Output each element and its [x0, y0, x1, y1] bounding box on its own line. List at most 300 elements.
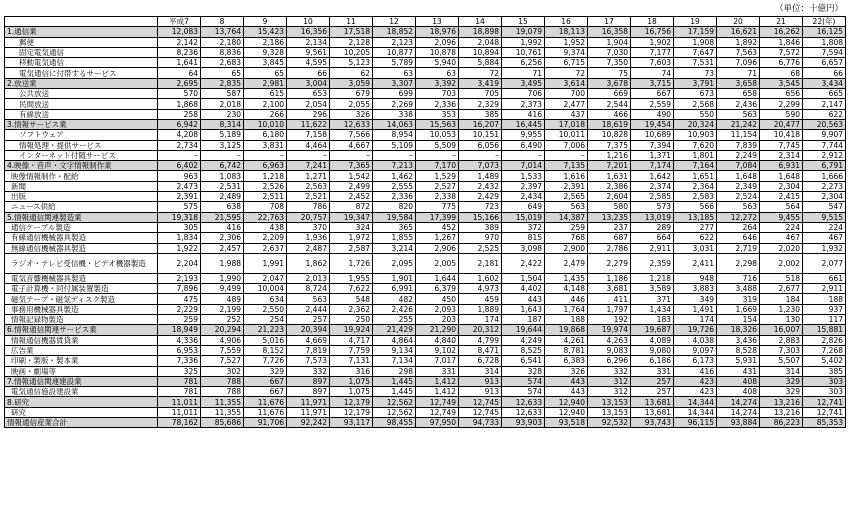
value-cell: 117	[803, 315, 846, 325]
value-cell: 3,678	[588, 78, 631, 88]
table-row	[5, 284, 846, 294]
category-row	[5, 376, 846, 386]
value-cell: 2,511	[244, 192, 287, 202]
value-cell: 19,924	[330, 325, 373, 335]
value-cell: 2,568	[674, 99, 717, 109]
value-cell: –	[373, 150, 416, 160]
value-cell: 9,083	[588, 345, 631, 355]
value-cell: 667	[244, 387, 287, 397]
value-cell: 2,180	[201, 37, 244, 47]
value-cell: 8,236	[158, 47, 201, 57]
value-cell: 3,614	[545, 78, 588, 88]
value-cell: 2,391	[158, 192, 201, 202]
value-cell: 2,432	[459, 181, 502, 191]
value-cell: 563	[545, 202, 588, 212]
value-cell: 10,878	[416, 47, 459, 57]
value-cell: 423	[674, 376, 717, 386]
value-cell: 7,134	[373, 356, 416, 366]
value-cell: 2,093	[416, 304, 459, 314]
value-cell: 353	[416, 109, 459, 119]
value-cell: 4,667	[330, 140, 373, 150]
value-cell: 188	[545, 315, 588, 325]
value-cell: 1,972	[330, 233, 373, 243]
value-cell: 2,436	[717, 99, 760, 109]
value-cell: 7,201	[588, 161, 631, 171]
header-year-cell: 13	[416, 17, 459, 27]
header-corner	[5, 17, 158, 27]
value-cell: 2,374	[631, 181, 674, 191]
value-cell: 6,776	[760, 58, 803, 68]
value-cell: 658	[717, 89, 760, 99]
value-cell: 20,294	[201, 325, 244, 335]
value-cell: 13,681	[631, 407, 674, 417]
value-cell: 10,418	[760, 130, 803, 140]
value-cell: 1,801	[674, 150, 717, 160]
value-cell: 615	[244, 89, 287, 99]
value-cell: 14,387	[545, 212, 588, 222]
value-cell: 94,733	[459, 417, 502, 427]
value-cell: 2,123	[373, 37, 416, 47]
value-cell: 10,053	[416, 130, 459, 140]
value-cell: 19,687	[631, 325, 674, 335]
value-cell: 2,134	[287, 37, 330, 47]
value-cell: 897	[287, 376, 330, 386]
value-cell: 328	[502, 366, 545, 376]
value-cell: 257	[631, 376, 674, 386]
value-cell: 4,249	[502, 335, 545, 345]
value-cell: 2,559	[631, 99, 674, 109]
value-cell: 259	[158, 315, 201, 325]
value-cell: 2,900	[545, 243, 588, 253]
value-cell: 331	[416, 366, 459, 376]
value-cell: 467	[760, 233, 803, 243]
value-cell: 12,272	[717, 212, 760, 222]
value-cell: 2,683	[201, 58, 244, 68]
value-cell: 563	[717, 109, 760, 119]
value-cell: 252	[201, 315, 244, 325]
value-cell: 11,622	[287, 119, 330, 129]
value-cell: 12,633	[330, 119, 373, 129]
value-cell: 872	[330, 202, 373, 212]
value-cell: 365	[373, 222, 416, 232]
value-cell: 2,279	[588, 253, 631, 273]
value-cell: 7,096	[717, 58, 760, 68]
value-cell: 622	[674, 233, 717, 243]
row-label: 広告業	[5, 345, 158, 355]
value-cell: 1,602	[459, 273, 502, 283]
value-cell: 325	[158, 366, 201, 376]
value-cell: 446	[545, 294, 588, 304]
value-cell: 7,745	[760, 140, 803, 150]
value-cell: 4,840	[416, 335, 459, 345]
value-cell: 7,073	[459, 161, 502, 171]
value-cell: 7,174	[631, 161, 674, 171]
row-label: 映画・劇場等	[5, 366, 158, 376]
value-cell: 2,204	[158, 253, 201, 273]
value-cell: 1,435	[545, 273, 588, 283]
value-cell: 2,911	[631, 243, 674, 253]
value-cell: 3,436	[717, 335, 760, 345]
row-label: インターネット付随サービス	[5, 150, 158, 160]
value-cell: 937	[803, 304, 846, 314]
value-cell: 14,344	[674, 397, 717, 407]
value-cell: 8,525	[502, 345, 545, 355]
value-cell: 590	[760, 109, 803, 119]
value-cell: 64	[158, 68, 201, 78]
value-cell: 7,014	[502, 161, 545, 171]
value-cell: –	[287, 150, 330, 160]
value-cell: 66	[287, 68, 330, 78]
table-row	[5, 407, 846, 417]
value-cell: 4,595	[287, 58, 330, 68]
value-cell: 19,726	[674, 325, 717, 335]
value-cell: 187	[502, 315, 545, 325]
value-cell: 4,906	[201, 335, 244, 345]
value-cell: 708	[244, 202, 287, 212]
value-cell: 475	[158, 294, 201, 304]
value-cell: 2,249	[717, 150, 760, 160]
value-cell: 93,743	[631, 417, 674, 427]
value-cell: 7,622	[330, 284, 373, 294]
value-cell: 2,077	[803, 253, 846, 273]
value-cell: 91,706	[244, 417, 287, 427]
value-cell: 1,902	[631, 37, 674, 47]
value-cell: 2,473	[158, 181, 201, 191]
header-year-cell: 22(年)	[803, 17, 846, 27]
value-cell: 699	[373, 89, 416, 99]
value-cell: 2,013	[287, 273, 330, 283]
value-cell: 563	[287, 294, 330, 304]
value-cell: 2,359	[631, 253, 674, 273]
value-cell: 2,128	[330, 37, 373, 47]
value-cell: 6,942	[158, 119, 201, 129]
value-cell: 7,135	[545, 161, 588, 171]
value-cell: 416	[201, 222, 244, 232]
value-cell: 6,180	[244, 130, 287, 140]
value-cell: 4,402	[502, 284, 545, 294]
value-cell: 2,411	[674, 253, 717, 273]
value-cell: 7,375	[588, 140, 631, 150]
value-cell: 653	[287, 89, 330, 99]
value-cell: 6,657	[803, 58, 846, 68]
value-cell: 6,186	[631, 356, 674, 366]
table-row	[5, 68, 846, 78]
category-row	[5, 325, 846, 335]
value-cell: 21,595	[201, 212, 244, 222]
value-cell: 6,173	[674, 356, 717, 366]
table-row	[5, 109, 846, 119]
value-cell: 7,394	[631, 140, 674, 150]
value-cell: 2,273	[803, 181, 846, 191]
value-cell: 7,030	[588, 47, 631, 57]
value-cell: 7,006	[545, 140, 588, 150]
row-label: 5.情報通信関連製造業	[5, 212, 158, 222]
header-year-cell: 16	[545, 17, 588, 27]
value-cell: 775	[416, 202, 459, 212]
value-cell: 2,637	[244, 243, 287, 253]
value-cell: 7,839	[717, 140, 760, 150]
value-cell: 326	[545, 366, 588, 376]
value-cell: 9,455	[760, 212, 803, 222]
value-cell: 2,550	[244, 304, 287, 314]
value-cell: 2,199	[201, 304, 244, 314]
value-cell: 6,791	[803, 161, 846, 171]
table-row	[5, 315, 846, 325]
value-cell: 7,759	[330, 345, 373, 355]
value-cell: 781	[158, 376, 201, 386]
value-cell: 1,641	[158, 58, 201, 68]
value-cell: 3,681	[588, 284, 631, 294]
value-cell: 10,689	[631, 130, 674, 140]
row-label: 電気音響機械器具製造	[5, 273, 158, 283]
value-cell: 15,563	[416, 119, 459, 129]
value-cell: 3,419	[459, 78, 502, 88]
value-cell: 9,374	[545, 47, 588, 57]
value-cell: 13,153	[588, 407, 631, 417]
value-cell: 5,789	[373, 58, 416, 68]
value-cell: 9,955	[502, 130, 545, 140]
value-cell: 13,019	[631, 212, 674, 222]
value-cell: 4,717	[330, 335, 373, 345]
value-cell: 437	[545, 109, 588, 119]
value-cell: 1,988	[201, 253, 244, 273]
value-cell: 6,383	[545, 356, 588, 366]
value-cell: 2,912	[803, 150, 846, 160]
table-row	[5, 89, 846, 99]
value-cell: 20,563	[803, 119, 846, 129]
value-cell: 11,676	[244, 407, 287, 417]
value-cell: 332	[588, 366, 631, 376]
value-cell: 2,452	[330, 192, 373, 202]
value-cell: 93,518	[545, 417, 588, 427]
value-cell: 16,358	[588, 27, 631, 37]
value-cell: 1,862	[287, 253, 330, 273]
value-cell: 3,845	[244, 58, 287, 68]
value-cell: 10,761	[502, 47, 545, 57]
value-cell: 71	[502, 68, 545, 78]
value-cell: 7,131	[330, 356, 373, 366]
value-cell: 12,083	[158, 27, 201, 37]
value-cell: 575	[158, 202, 201, 212]
row-label: 通信ケーブル製造	[5, 222, 158, 232]
value-cell: 2,477	[545, 99, 588, 109]
value-cell: 130	[760, 315, 803, 325]
value-cell: 6,056	[459, 140, 502, 150]
value-cell: 6,931	[760, 161, 803, 171]
value-cell: 15,019	[502, 212, 545, 222]
value-cell: 2,209	[244, 233, 287, 243]
row-label: 情報通信産業合計	[5, 417, 158, 427]
value-cell: 661	[803, 273, 846, 283]
value-cell: 10,828	[588, 130, 631, 140]
value-cell: 3,125	[201, 140, 244, 150]
value-cell: 1,643	[502, 304, 545, 314]
value-cell: 16,125	[803, 27, 846, 37]
value-cell: 700	[545, 89, 588, 99]
header-year-cell: 21	[760, 17, 803, 27]
value-cell: 563	[717, 202, 760, 212]
value-cell: 1,764	[545, 304, 588, 314]
value-cell: 2,018	[201, 99, 244, 109]
value-cell: 408	[717, 387, 760, 397]
value-cell: 338	[373, 109, 416, 119]
value-cell: 11,011	[158, 397, 201, 407]
value-cell: 2,329	[459, 99, 502, 109]
value-cell: 6,490	[502, 140, 545, 150]
value-cell: 7,365	[330, 161, 373, 171]
value-cell: 1,445	[373, 376, 416, 386]
value-cell: 65	[244, 68, 287, 78]
value-cell: 9,561	[287, 47, 330, 57]
value-cell: 2,434	[502, 192, 545, 202]
value-cell: 12,179	[330, 397, 373, 407]
value-cell: 389	[459, 222, 502, 232]
value-cell: 97,950	[416, 417, 459, 427]
value-cell: 2,526	[244, 181, 287, 191]
row-label: 4.映像・音声・文字情報制作業	[5, 161, 158, 171]
value-cell: 4,973	[459, 284, 502, 294]
value-cell: 3,589	[631, 284, 674, 294]
value-cell: 15,423	[244, 27, 287, 37]
value-cell: 303	[803, 387, 846, 397]
value-cell: 4,148	[545, 284, 588, 294]
value-cell: 254	[244, 315, 287, 325]
value-cell: 296	[287, 109, 330, 119]
value-cell: 12,749	[416, 407, 459, 417]
value-cell: 1,932	[803, 243, 846, 253]
value-cell: 1,834	[158, 233, 201, 243]
value-cell: 2,426	[373, 304, 416, 314]
value-cell: 1,901	[373, 273, 416, 283]
value-cell: 85,353	[803, 417, 846, 427]
value-cell: 574	[502, 387, 545, 397]
table-row	[5, 304, 846, 314]
value-cell: 93,903	[502, 417, 545, 427]
value-cell: 2,429	[459, 192, 502, 202]
value-cell: 2,306	[201, 233, 244, 243]
value-cell: 2,524	[717, 192, 760, 202]
value-cell: 3,004	[287, 78, 330, 88]
value-cell: 250	[330, 315, 373, 325]
value-cell: 7,164	[674, 161, 717, 171]
value-cell: 518	[760, 273, 803, 283]
value-cell: 14,063	[373, 119, 416, 129]
value-cell: 349	[674, 294, 717, 304]
value-cell: 230	[201, 109, 244, 119]
table-row	[5, 294, 846, 304]
value-cell: 17,159	[674, 27, 717, 37]
value-cell: 332	[287, 366, 330, 376]
value-cell: 1,726	[330, 253, 373, 273]
value-cell: 11,971	[287, 397, 330, 407]
value-cell: 2,100	[244, 99, 287, 109]
value-cell: 385	[459, 109, 502, 119]
value-cell: 7,268	[803, 345, 846, 355]
value-cell: 331	[631, 366, 674, 376]
industry-table	[4, 16, 846, 428]
value-cell: 1,868	[158, 99, 201, 109]
value-cell: 2,193	[158, 273, 201, 283]
value-cell: 574	[502, 376, 545, 386]
value-cell: 1,904	[588, 37, 631, 47]
value-cell: 566	[674, 202, 717, 212]
value-cell: 443	[545, 387, 588, 397]
value-cell: 2,521	[287, 192, 330, 202]
table-row	[5, 192, 846, 202]
value-cell: 259	[545, 222, 588, 232]
value-cell: 1,892	[717, 37, 760, 47]
value-cell: 7,896	[158, 284, 201, 294]
value-cell: 12,940	[545, 397, 588, 407]
value-cell: 10,010	[244, 119, 287, 129]
value-cell: 2,563	[287, 181, 330, 191]
row-label: 8.研究	[5, 397, 158, 407]
value-cell: 13,681	[631, 397, 674, 407]
value-cell: 482	[373, 294, 416, 304]
value-cell: 438	[244, 222, 287, 232]
row-label: 電気通信施設建設業	[5, 387, 158, 397]
value-cell: 13,216	[760, 397, 803, 407]
value-cell: 2,362	[330, 304, 373, 314]
value-cell: 18,113	[545, 27, 588, 37]
value-cell: 646	[717, 233, 760, 243]
value-cell: 1,529	[416, 171, 459, 181]
value-cell: 6,296	[588, 356, 631, 366]
value-cell: 706	[502, 89, 545, 99]
value-cell: 20,312	[459, 325, 502, 335]
value-cell: 7,559	[201, 345, 244, 355]
value-cell: 7,303	[760, 345, 803, 355]
value-cell: 17,018	[545, 119, 588, 129]
value-cell: 2,585	[631, 192, 674, 202]
value-cell: 1,855	[373, 233, 416, 243]
value-cell: 3,658	[717, 78, 760, 88]
value-cell: 72	[459, 68, 502, 78]
value-cell: 2,386	[588, 181, 631, 191]
value-cell: 622	[803, 109, 846, 119]
value-cell: 1,533	[502, 171, 545, 181]
value-cell: 66	[803, 68, 846, 78]
header-year-cell: 9	[244, 17, 287, 27]
value-cell: 16,445	[502, 119, 545, 129]
value-cell: 6,953	[158, 345, 201, 355]
value-cell: 2,531	[201, 181, 244, 191]
value-cell: 2,338	[416, 192, 459, 202]
value-cell: 550	[674, 109, 717, 119]
value-cell: 3,883	[674, 284, 717, 294]
value-cell: 5,109	[373, 140, 416, 150]
value-cell: –	[502, 150, 545, 160]
value-cell: 1,230	[760, 304, 803, 314]
value-cell: 17,399	[416, 212, 459, 222]
value-cell: 948	[674, 273, 717, 283]
value-cell: 1,991	[244, 253, 287, 273]
value-cell: 716	[717, 273, 760, 283]
value-cell: 2,186	[244, 37, 287, 47]
value-cell: 1,797	[588, 304, 631, 314]
table-row	[5, 366, 846, 376]
row-label: 有線放送	[5, 109, 158, 119]
value-cell: 1,489	[459, 171, 502, 181]
value-cell: 7,563	[717, 47, 760, 57]
value-cell: 12,741	[803, 407, 846, 417]
value-cell: 970	[459, 233, 502, 243]
row-label: 印刷・製版・製本業	[5, 356, 158, 366]
row-label: 情報記録物製造	[5, 315, 158, 325]
value-cell: 687	[588, 233, 631, 243]
value-cell: 16,356	[287, 27, 330, 37]
value-cell: 4,261	[545, 335, 588, 345]
